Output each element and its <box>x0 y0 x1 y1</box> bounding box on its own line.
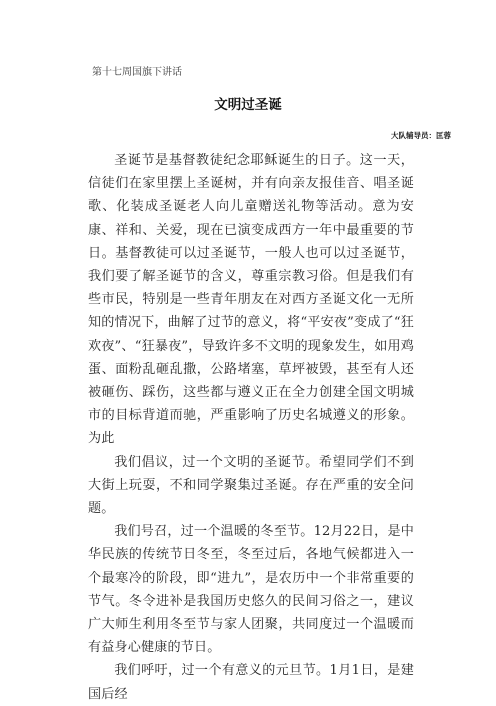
body-text <box>88 149 414 706</box>
paragraph: 我们号召，过一个温暖的冬至节。12月22日，是中华民族的传统节日冬至，冬至过后，各地气候都进入一个最寒冷的阶段，即“进九”，是农历中一个非常重要的节气。冬令进补是我国历史悠久的民间习俗之一，建议广大师生利用冬至节与家人团聚，共同度过一个温暖而有益身心健康的节日。 <box>88 524 414 656</box>
paragraph: 圣诞节是基督教徒纪念耶稣诞生的日子。这一天，信徒们在家里摆上圣诞树，并有向亲友报佳音、唱圣诞歌、化装成圣诞老人向儿童赠送礼物等活动。意为安康、祥和、关爱，现在已演变成西方一年中最重要的节日。基督教徒可以过圣诞节，一般人也可以过圣诞节，我们要了解圣诞节的含义，尊重宗教习俗。但是我们有些市民，特别是一些青年朋友在对西方圣诞文化一无所知的情况下，曲解了过节的意义，将“平安夜”变成了“狂欢夜”、“狂暴夜”，导致许多不文明的现象发生，如用鸡蛋、面粉乱砸乱撒，公路堵塞，草坪被毁，甚至有人还被砸伤、踩伤，这些都与遵义正在全力创建全国文明城市的目标背道而驰，严重影响了历史名城遵义的形象。为此 <box>88 153 414 447</box>
paragraph: 我们倡议，过一个文明的圣诞节。希望同学们不到大街上玩耍，不和同学聚集过圣诞。存在严重的安全问题。 <box>88 454 414 517</box>
paragraph: 我们呼吁，过一个有意义的元旦节。1月1日，是建国后经 <box>88 663 414 702</box>
document-title: 文明过圣诞 <box>214 97 282 113</box>
header-note: 第十七周国旗下讲话 <box>92 67 182 78</box>
author-line: 大队辅导员：匡蓉 <box>391 131 451 140</box>
